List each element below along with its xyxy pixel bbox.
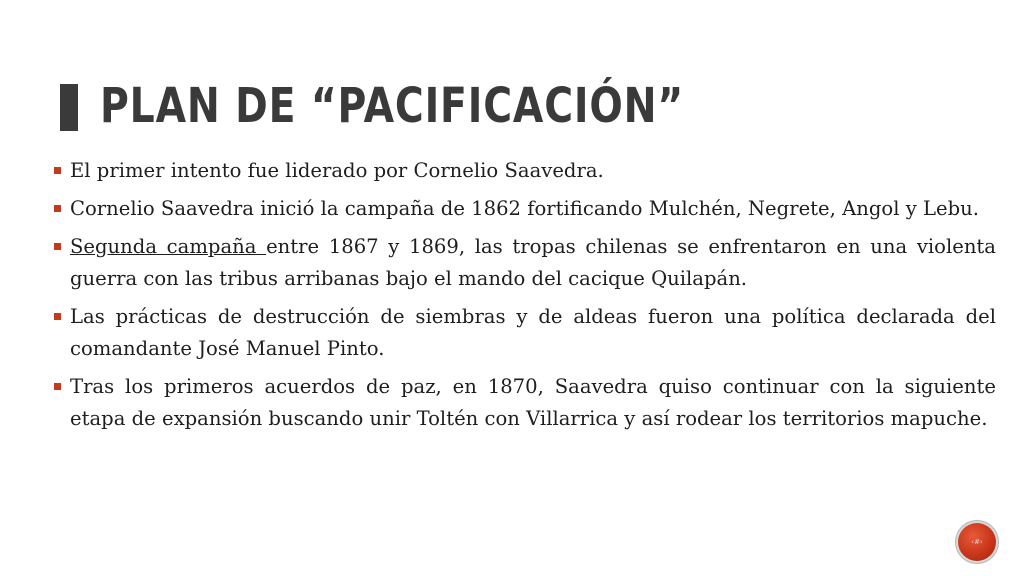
bullet-square-icon bbox=[54, 383, 61, 390]
bullet-list bbox=[52, 155, 996, 441]
bullet-square-icon bbox=[54, 167, 61, 174]
title-accent-bar bbox=[60, 84, 78, 131]
bullet-underlined-text: Segunda campaña bbox=[70, 235, 267, 258]
bullet-item bbox=[52, 301, 996, 365]
bullet-text: Cornelio Saavedra inició la campaña de 1862 fortificando Mulchén, Negrete, Angol y Lebu. bbox=[70, 197, 979, 220]
bullet-text: Tras los primeros acuerdos de paz, en 1870, Saavedra quiso continuar con la siguiente etapa de expansión buscando unir Toltén con Villarrica y así rodear los territorios mapuche. bbox=[70, 375, 996, 430]
bullet-text: entre 1867 y 1869, las tropas chilenas se enfrentaron en una violenta guerra con las tribus arribanas bajo el mando del cacique Quilapán. bbox=[70, 235, 996, 290]
slide-title: PLAN DE “PACIFICACIÓN” bbox=[100, 78, 685, 134]
bullet-item bbox=[52, 231, 996, 295]
page-number: ‹#› bbox=[971, 538, 983, 546]
page-number-badge bbox=[958, 523, 996, 561]
bullet-square-icon bbox=[54, 243, 61, 250]
bullet-square-icon bbox=[54, 313, 61, 320]
bullet-item bbox=[52, 371, 996, 435]
bullet-item bbox=[52, 155, 996, 187]
bullet-item bbox=[52, 193, 996, 225]
bullet-text: El primer intento fue liderado por Cornelio Saavedra. bbox=[70, 159, 604, 182]
bullet-square-icon bbox=[54, 205, 61, 212]
bullet-text: Las prácticas de destrucción de siembras y de aldeas fueron una política declarada del comandante José Manuel Pinto. bbox=[70, 305, 996, 360]
